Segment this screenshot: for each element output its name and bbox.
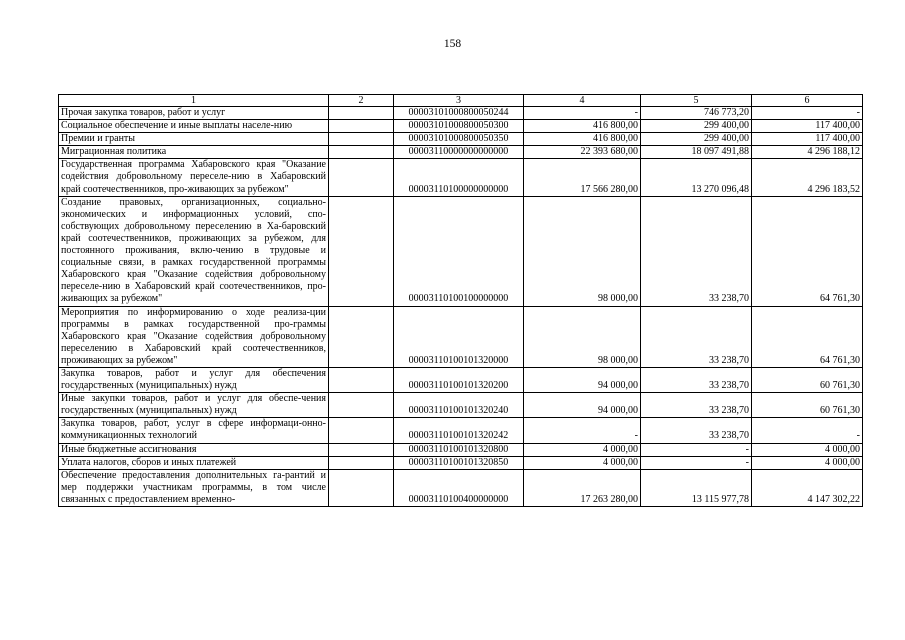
row-approved-amount-cell: 22 393 680,00 [524,146,641,159]
row-code-cell: 00003110100101320240 [394,393,524,418]
row-executed-amount-cell: 746 773,20 [641,107,752,120]
row-executed-amount-cell: 299 400,00 [641,120,752,133]
row-approved-amount-cell: - [524,107,641,120]
row-approved-amount-cell: 416 800,00 [524,120,641,133]
row-executed-amount-cell: 13 270 096,48 [641,159,752,196]
row-code-cell: 00003110100000000000 [394,159,524,196]
row-executed-amount-cell: 33 238,70 [641,393,752,418]
row-code-cell: 00003110100101320200 [394,367,524,392]
row-remainder-cell: 4 000,00 [752,456,863,469]
row-remainder-cell: 117 400,00 [752,133,863,146]
table-row [59,159,863,196]
row-name-cell: Прочая закупка товаров, работ и услуг [59,107,329,120]
row-code-cell: 00003110100100000000 [394,196,524,306]
row-executed-amount-cell: 18 097 491,88 [641,146,752,159]
row-approved-amount-cell: 94 000,00 [524,367,641,392]
row-name-cell: Социальное обеспечение и иные выплаты населе-нию [59,120,329,133]
table-row [59,456,863,469]
row-approved-amount-cell: 98 000,00 [524,306,641,367]
row-name-cell: Мероприятия по информированию о ходе реализа-ции программы в рамках государственной про-граммы Хабаровского края "Оказание содействия добровольному переселению в Хабаровский край соотечественников, проживающих за рубежом" [59,306,329,367]
row-code-cell: 00003110100101320000 [394,306,524,367]
row-approved-amount-cell: 94 000,00 [524,393,641,418]
row-remainder-cell: 4 000,00 [752,443,863,456]
row-approved-amount-cell: 17 566 280,00 [524,159,641,196]
row-code-cell: 00003110100101320242 [394,418,524,443]
row-code-cell: 00003101000800050300 [394,120,524,133]
row-executed-amount-cell: 299 400,00 [641,133,752,146]
header-cell-1: 1 [59,95,329,107]
table-row [59,133,863,146]
row-remainder-cell: 64 761,30 [752,306,863,367]
header-cell-6: 6 [752,95,863,107]
table-row [59,146,863,159]
table-row [59,306,863,367]
row-col2-cell [329,107,394,120]
row-code-cell: 00003110100101320800 [394,443,524,456]
row-remainder-cell: 4 147 302,22 [752,469,863,506]
row-remainder-cell: - [752,418,863,443]
table-row [59,469,863,506]
row-name-cell: Закупка товаров, работ, услуг в сфере информаци-онно-коммуникационных технологий [59,418,329,443]
row-remainder-cell: 60 761,30 [752,393,863,418]
row-col2-cell [329,443,394,456]
row-remainder-cell: 4 296 188,12 [752,146,863,159]
row-code-cell: 00003110100400000000 [394,469,524,506]
row-code-cell: 00003101000800050244 [394,107,524,120]
table-row [59,120,863,133]
table-row [59,107,863,120]
row-col2-cell [329,418,394,443]
row-name-cell: Государственная программа Хабаровского края "Оказание содействия добровольному переселе-нию в Хабаровский край соотечественников, про-живающих за рубежом" [59,159,329,196]
row-col2-cell [329,393,394,418]
row-name-cell: Обеспечение предоставления дополнительных га-рантий и мер поддержки участникам программы, в том числе связанных с предоставлением временно- [59,469,329,506]
row-approved-amount-cell: 98 000,00 [524,196,641,306]
header-cell-5: 5 [641,95,752,107]
table-row [59,196,863,306]
row-col2-cell [329,469,394,506]
row-name-cell: Премии и гранты [59,133,329,146]
row-name-cell: Уплата налогов, сборов и иных платежей [59,456,329,469]
row-name-cell: Создание правовых, организационных, социально-экономических и информационных условий, спо-собствующих добровольному переселению в Ха-баровский край соотечественников, проживающих за рубежом, для постоянного проживания, вклю-чению в трудовые и социальные связи, в рамках государственной программы Хабаровского края "Оказание содействия добровольному переселе-нию в Хабаровский край соотечественников, про-живающих за рубежом" [59,196,329,306]
budget-table [58,94,863,507]
table-row [59,367,863,392]
row-approved-amount-cell: 4 000,00 [524,443,641,456]
header-cell-3: 3 [394,95,524,107]
row-col2-cell [329,306,394,367]
table-body [59,95,863,507]
row-executed-amount-cell: 33 238,70 [641,196,752,306]
table-row [59,418,863,443]
page-number: 158 [443,38,462,50]
row-executed-amount-cell: 33 238,70 [641,367,752,392]
row-remainder-cell: 117 400,00 [752,120,863,133]
row-col2-cell [329,146,394,159]
table-row [59,443,863,456]
header-cell-2: 2 [329,95,394,107]
row-col2-cell [329,456,394,469]
row-executed-amount-cell: - [641,443,752,456]
row-code-cell: 00003101000800050350 [394,133,524,146]
table-row [59,393,863,418]
row-col2-cell [329,120,394,133]
row-code-cell: 00003110100101320850 [394,456,524,469]
row-col2-cell [329,133,394,146]
row-executed-amount-cell: 13 115 977,78 [641,469,752,506]
row-remainder-cell: - [752,107,863,120]
row-remainder-cell: 4 296 183,52 [752,159,863,196]
row-approved-amount-cell: - [524,418,641,443]
row-name-cell: Миграционная политика [59,146,329,159]
row-col2-cell [329,159,394,196]
table-header-row [59,95,863,107]
row-col2-cell [329,367,394,392]
row-col2-cell [329,196,394,306]
row-approved-amount-cell: 4 000,00 [524,456,641,469]
row-name-cell: Иные бюджетные ассигнования [59,443,329,456]
row-remainder-cell: 60 761,30 [752,367,863,392]
row-name-cell: Иные закупки товаров, работ и услуг для обеспе-чения государственных (муниципальных) нужд [59,393,329,418]
row-approved-amount-cell: 416 800,00 [524,133,641,146]
row-executed-amount-cell: 33 238,70 [641,418,752,443]
row-name-cell: Закупка товаров, работ и услуг для обеспечения государственных (муниципальных) нужд [59,367,329,392]
header-cell-4: 4 [524,95,641,107]
row-remainder-cell: 64 761,30 [752,196,863,306]
row-executed-amount-cell: 33 238,70 [641,306,752,367]
row-approved-amount-cell: 17 263 280,00 [524,469,641,506]
row-code-cell: 00003110000000000000 [394,146,524,159]
row-executed-amount-cell: - [641,456,752,469]
